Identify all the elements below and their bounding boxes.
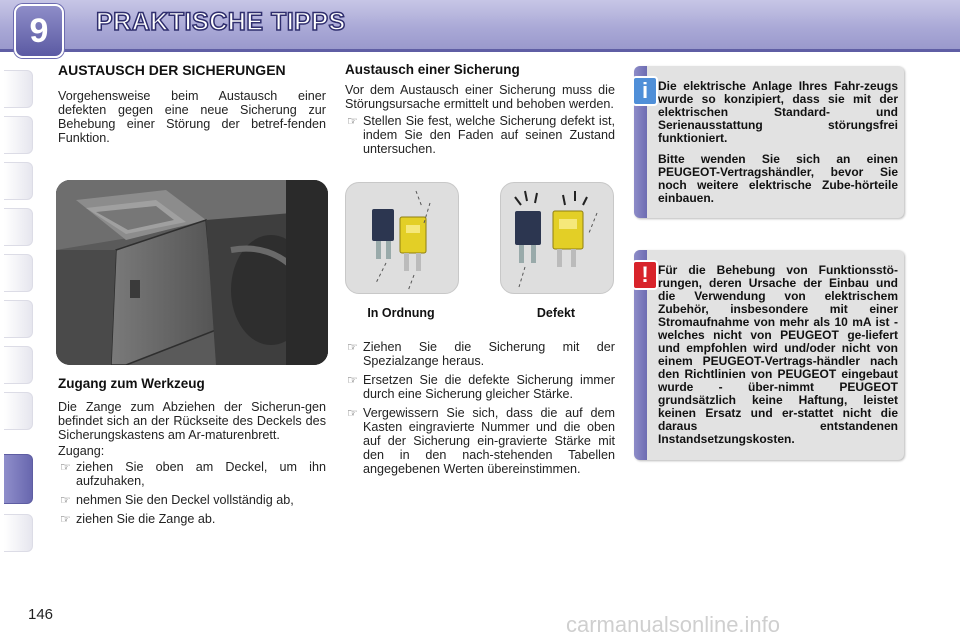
watermark: carmanualsonline.info	[566, 612, 781, 637]
chapter-title: PRAKTISCHE TIPPS	[96, 8, 346, 36]
pointing-hand-icon: ☞	[347, 340, 358, 354]
fuse-ok-illustration	[345, 182, 459, 294]
dashboard-illustration	[56, 180, 328, 365]
fuse-ok-label: In Ordnung	[367, 306, 435, 320]
warning-note-box	[634, 250, 904, 460]
list-item: ☞ Ziehen Sie die Sicherung mit der Spezialzange heraus.	[347, 340, 615, 368]
list-item: ☞ ziehen Sie die Zange ab.	[60, 512, 216, 526]
chapter-tab[interactable]	[4, 116, 33, 154]
tool-location-paragraph: Die Zange zum Abziehen der Sicherun-gen befindet sich an der Rückseite des Deckels des Sicherungskastens am Ar-maturenbrett.	[58, 400, 326, 442]
warning-note-text	[658, 264, 898, 446]
subsection-heading: Austausch einer Sicherung	[345, 62, 520, 77]
fuse-defect-label: Defekt	[536, 306, 576, 320]
intro-paragraph: Vorgehensweise beim Austausch einer defekten gegen eine neue Sicherung zur Behebung einer Störung der betref-fenden Funktion.	[58, 89, 326, 145]
pointing-hand-icon: ☞	[60, 512, 71, 526]
chapter-tab[interactable]	[4, 392, 33, 430]
left-column	[58, 62, 326, 145]
chapter-tab[interactable]	[4, 300, 33, 338]
chapter-tab[interactable]	[4, 208, 33, 246]
list-item: ☞ Vergewissern Sie sich, dass die auf dem Kasten eingravierte Nummer und die oben auf der Sicherung ein-gravierte Stärke mit den in den nach-stehenden Tabellen angegebenen Werten übereinstimmen.	[347, 406, 615, 476]
chapter-tab[interactable]	[4, 254, 33, 292]
list-item: ☞ Ersetzen Sie die defekte Sicherung immer durch eine Sicherung gleicher Stärke.	[347, 373, 615, 401]
chapter-tab-active[interactable]	[4, 454, 33, 504]
access-label: Zugang:	[58, 444, 105, 458]
list-item: ☞ nehmen Sie den Deckel vollständig ab,	[60, 493, 294, 507]
header-divider	[0, 49, 960, 52]
section-heading: AUSTAUSCH DER SICHERUNGEN	[58, 62, 286, 78]
warning-paragraph: Für die Behebung von Funktionsstö-rungen, deren Ursache der Einbau und die Verwendung von elektrischem Zubehör, insbesondere mit einer Stromaufnahme von mehr als 10 mA ist - welches nicht von PEUGEOT ge-liefert und empfohlen wird und/oder nicht von einem PEUGEOT-Vertrags-händler nach den Richtlinien von PEUGEOT eingebaut wurde - über-nimmt PEUGEOT grundsätzlich keine Haftung, leistet keinen Ersatz und er-stattet nicht die daraus entstandenen Instandsetzungskosten.	[658, 263, 898, 446]
chapter-number-badge: 9	[14, 4, 64, 58]
fuse-defect-illustration	[500, 182, 614, 294]
info-icon: i	[632, 76, 658, 106]
intro-paragraph: Vor dem Austausch einer Sicherung muss die Störungsursache ermittelt und behoben werden.	[345, 83, 615, 111]
middle-column	[345, 62, 615, 156]
list-item: ☞ Stellen Sie fest, welche Sicherung defekt ist, indem Sie den Faden auf seinen Zustand untersuchen.	[347, 114, 615, 156]
chapter-tab[interactable]	[4, 162, 33, 200]
pointing-hand-icon: ☞	[347, 114, 358, 128]
pointing-hand-icon: ☞	[347, 373, 358, 387]
tool-access-section	[58, 376, 326, 526]
list-item: ☞ ziehen Sie oben am Deckel, um ihn aufzuhaken,	[60, 460, 326, 488]
pointing-hand-icon: ☞	[347, 406, 358, 420]
warning-icon: !	[632, 260, 658, 290]
page-number: 146	[28, 606, 54, 623]
info-note-box	[634, 66, 904, 218]
info-paragraph: Bitte wenden Sie sich an einen PEUGEOT-Vertragshändler, bevor Sie noch weitere elektrische Zube-hörteile einbauen.	[658, 152, 898, 205]
pointing-hand-icon: ☞	[60, 493, 71, 507]
intact-fuse-icon	[346, 183, 458, 293]
chapter-tab[interactable]	[4, 70, 33, 108]
chapter-tab[interactable]	[4, 346, 33, 384]
chapter-tab-strip	[0, 56, 36, 578]
dashboard-fuse-cover-photo	[56, 180, 328, 365]
pointing-hand-icon: ☞	[60, 460, 71, 474]
info-note-text	[658, 80, 898, 205]
blown-fuse-icon	[501, 183, 613, 293]
info-paragraph: Die elektrische Anlage Ihres Fahr-zeugs wurde so konzipiert, dass sie mit der elektrischen Standard- und Serienausstattung störungsfrei funktioniert.	[658, 79, 898, 145]
replacement-steps	[345, 340, 615, 476]
subsection-heading: Zugang zum Werkzeug	[58, 376, 205, 391]
chapter-tab[interactable]	[4, 514, 33, 552]
